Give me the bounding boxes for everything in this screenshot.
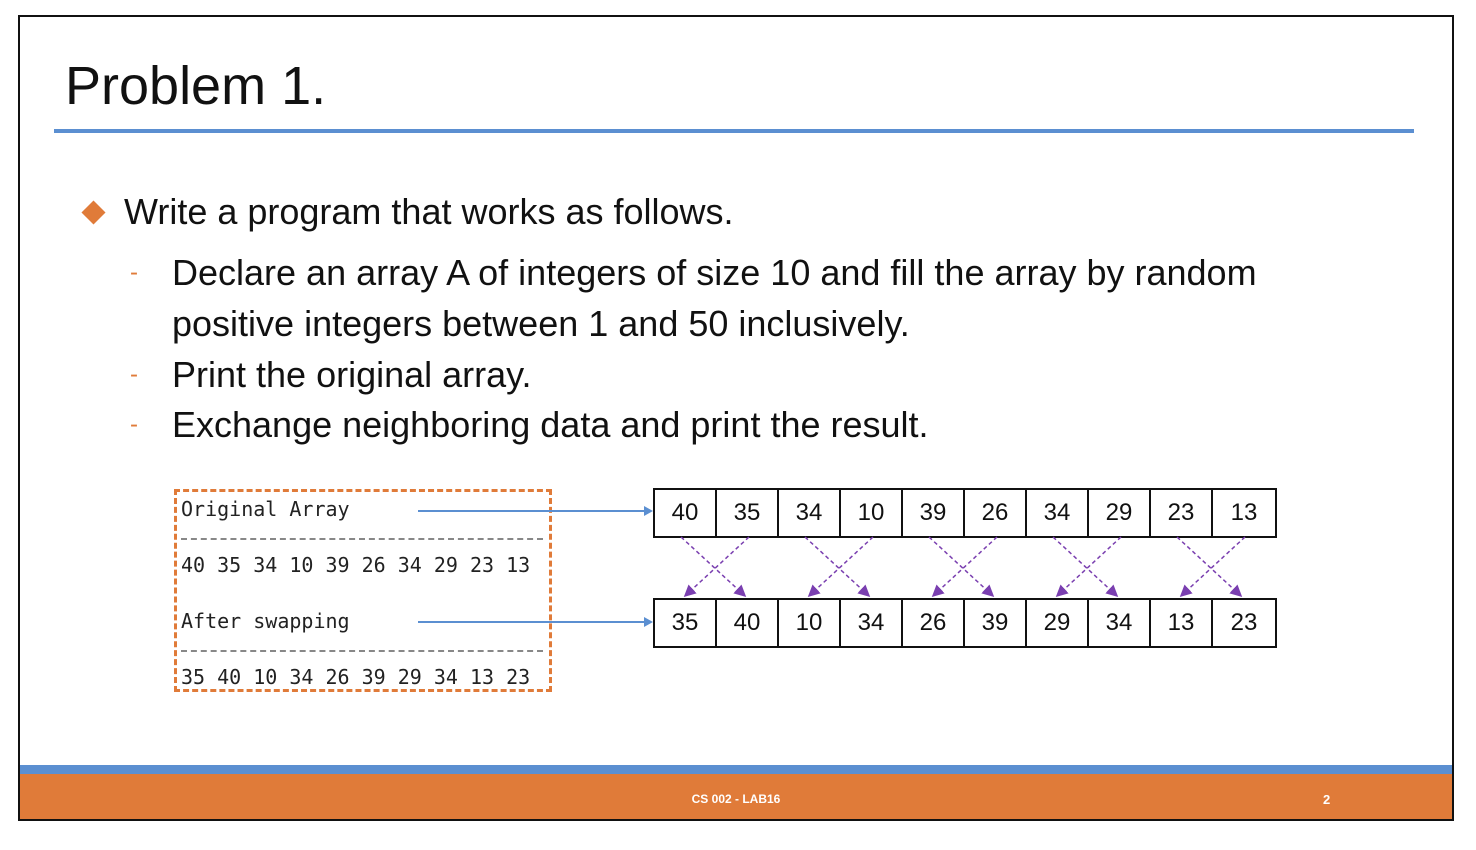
original-array-cell: 34 <box>779 490 841 536</box>
main-bullet <box>80 191 734 233</box>
swapped-array-cell: 40 <box>717 600 779 646</box>
sub-bullet-3-text: Exchange neighboring data and print the result. <box>172 404 929 445</box>
swapped-array-diagram <box>653 598 1277 648</box>
original-array-cell: 34 <box>1027 490 1089 536</box>
title-underline <box>54 129 1414 133</box>
original-array-values: 40 35 34 10 39 26 34 29 23 13 <box>181 553 531 577</box>
original-array-diagram <box>653 488 1277 538</box>
swap-arrow <box>810 537 873 595</box>
dash-bullet-icon: - <box>130 411 138 438</box>
swapped-array-cell: 29 <box>1027 600 1089 646</box>
swapped-array-cell: 34 <box>1089 600 1151 646</box>
footer <box>20 774 1452 821</box>
swap-arrow <box>681 537 744 595</box>
console-separator <box>181 538 543 540</box>
course-label: CS 002 - LAB16 <box>691 792 781 806</box>
console-separator <box>181 650 543 652</box>
original-array-cell: 10 <box>841 490 903 536</box>
connector-arrow-original <box>418 510 644 512</box>
footer-accent-bar <box>20 765 1452 774</box>
swap-arrow <box>686 537 749 595</box>
arrow-head-icon <box>644 617 653 627</box>
original-array-cell: 26 <box>965 490 1027 536</box>
swap-arrow <box>1177 537 1240 595</box>
swapped-array-cell: 35 <box>655 600 717 646</box>
swap-arrow <box>805 537 868 595</box>
original-array-cell: 35 <box>717 490 779 536</box>
sub-bullet-1-text: Declare an array A of integers of size 10 and fill the array by random <box>172 252 1257 293</box>
original-array-cell: 29 <box>1089 490 1151 536</box>
swap-arrow <box>929 537 992 595</box>
console-output-box <box>174 489 552 692</box>
swapped-array-cell: 23 <box>1230 609 1258 636</box>
swap-arrow <box>1182 537 1245 595</box>
swapped-array-cell: 39 <box>965 600 1027 646</box>
swapped-array-cell: 26 <box>903 600 965 646</box>
original-array-label: Original Array <box>181 497 350 521</box>
arrow-head-icon <box>644 506 653 516</box>
slide-frame <box>18 15 1454 821</box>
original-array-cell: 40 <box>655 490 717 536</box>
diamond-bullet-icon <box>81 200 105 224</box>
swapped-array-values: 35 40 10 34 26 39 29 34 13 23 <box>181 665 531 689</box>
after-swapping-label: After swapping <box>181 609 350 633</box>
slide-title: Problem 1. <box>65 56 327 116</box>
page-number: 2 <box>1323 792 1331 807</box>
connector-arrow-swapped <box>418 621 644 623</box>
swap-arrows <box>653 535 1277 599</box>
dash-bullet-icon: - <box>130 259 138 286</box>
original-array-cell: 13 <box>1230 499 1258 526</box>
swap-arrow <box>934 537 997 595</box>
swap-arrow <box>1053 537 1116 595</box>
swapped-array-cell: 10 <box>779 600 841 646</box>
dash-bullet-icon: - <box>130 361 138 388</box>
original-array-cell: 39 <box>903 490 965 536</box>
swap-arrow <box>1058 537 1121 595</box>
sub-bullet-2-text: Print the original array. <box>172 354 532 395</box>
original-array-cell: 23 <box>1151 490 1213 536</box>
sub-bullet-1-text-line2: positive integers between 1 and 50 inclusively. <box>172 303 910 344</box>
swapped-array-cell: 34 <box>841 600 903 646</box>
swapped-array-cell: 13 <box>1151 600 1213 646</box>
main-bullet-text: Write a program that works as follows. <box>124 191 734 232</box>
